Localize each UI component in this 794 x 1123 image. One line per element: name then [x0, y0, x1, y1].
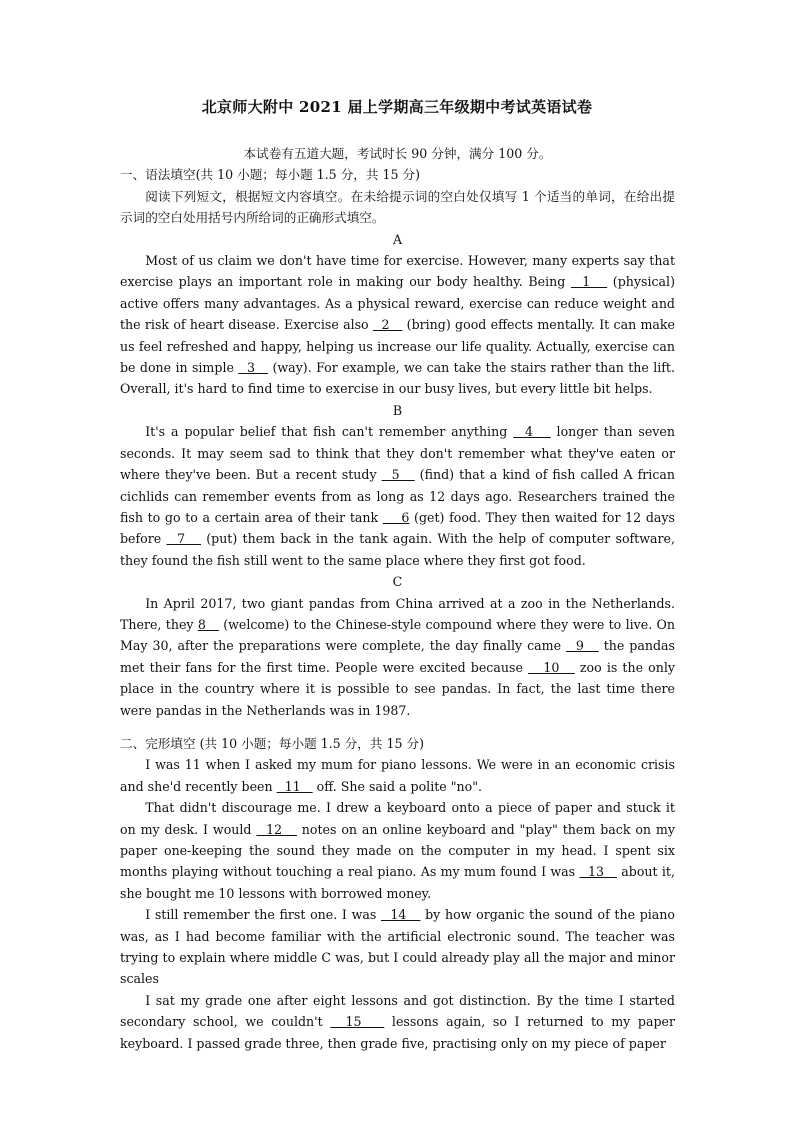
answer-blank[interactable]: 12 [256, 821, 297, 837]
answer-blank[interactable]: 10 [528, 659, 575, 675]
section1-instruction: 阅读下列短文，根据短文内容填空。在未给提示词的空白处仅填写 1 个适当的单词，在给出提示词的空白处用括号内所给词的正确形式填空。 [120, 188, 675, 226]
answer-blank[interactable]: 7 [166, 531, 201, 547]
section-gap [120, 721, 675, 733]
passage-text-run: (put) them back in the tank again. With the help of computer software, they found the fish still went to the same place where they first got food. [120, 531, 676, 568]
passage-text-run: It's a popular belief that fish can't remember anything [145, 424, 514, 440]
passage-text-run: (welcome) to the Chinese-style compound where they were to live. On May 30, after the preparations were complete, the day finally came [120, 616, 675, 654]
passage-text-run: zoo is the only place in the country where it is possible to see pandas. In fact, the last time there were pandas in the Netherlands was in 1987. [120, 659, 676, 718]
passage-b-label: B [392, 402, 403, 418]
passage-text-run: (get) food. They then waited for 12 days before [120, 509, 675, 547]
section2-heading: 二、完形填空 (共 10 小题；每小题 1.5 分，共 15 分) [120, 735, 425, 751]
passage-text-run: off. She said a polite "no". [312, 778, 483, 794]
answer-blank[interactable]: 8 [197, 616, 219, 632]
exam-content [120, 143, 675, 1054]
cloze-paragraph-2 [120, 797, 675, 904]
passage-text-run: (bring) good effects mentally. It can make us feel refreshed and happy, helping us increase our life quality. Actually, exercise can be done in simple [120, 317, 676, 376]
passage-text-run: longer than seven seconds. It may seem sad to think that they don't remember what they've eaten or where they've been. But a recent study [120, 424, 675, 483]
answer-blank[interactable]: 9 [565, 638, 599, 654]
passage-text-run: the pandas met their fans for the first time. People were excited because [120, 638, 675, 675]
cloze-paragraph-1 [120, 754, 675, 797]
answer-blank[interactable]: 3 [238, 360, 269, 376]
exam-intro: 本试卷有五道大题，考试时长 90 分钟，满分 100 分。 [243, 146, 552, 161]
passage-text-run: In April 2017, two giant pandas from China arrived at a zoo in the Netherlands. There, they [120, 595, 675, 632]
passage-text-run: (find) that a kind of fish called A frican cichlids can remember events from as long as 12 days ago. Researchers trained the fish to go to a certain area of their tank [120, 467, 676, 525]
passage-b-text [120, 421, 675, 571]
answer-blank[interactable]: 13 [579, 864, 617, 880]
answer-blank[interactable]: 2 [372, 317, 403, 333]
passage-text-run: I sat my grade one after eight lessons and got distinction. By the time I started secondary school, we couldn't [120, 992, 675, 1030]
passage-text-run: Most of us claim we don't have time for exercise. However, many experts say that exercise plays an important role in making our body healthy. Being [120, 253, 675, 290]
answer-blank[interactable]: 6 [382, 509, 410, 525]
cloze-paragraph-4 [120, 990, 675, 1054]
cloze-paragraph-3 [120, 904, 675, 990]
passage-text-run: That didn't discourage me. I drew a keyboard onto a piece of paper and stuck it on my desk. I would [120, 800, 675, 837]
passage-c-text [120, 593, 675, 721]
passage-c-label: C [392, 574, 403, 590]
passage-text-run: (way). For example, we can take the stairs rather than the lift. Overall, it's hard to find time to exercise in our busy lives, but every little bit helps. [120, 360, 675, 397]
exam-title: 北京师大附中 2021 届上学期高三年级期中考试英语试卷 [201, 98, 593, 116]
section1-heading: 一、语法填空(共 10 小题；每小题 1.5 分，共 15 分) [120, 167, 421, 183]
passage-text-run: I still remember the first one. I was [145, 907, 381, 923]
answer-blank[interactable]: 1 [570, 274, 608, 290]
answer-blank[interactable]: 14 [381, 907, 421, 923]
passage-text-run: lessons again, so I returned to my paper keyboard. I passed grade three, then grade five, practising only on my piece of paper [120, 1014, 675, 1051]
passage-text-run: about it, she bought me 10 lessons with borrowed money. [120, 864, 675, 901]
passage-a-label: A [392, 231, 403, 247]
answer-blank[interactable]: 11 [276, 778, 313, 794]
passage-text-run: by how organic the sound of the piano was, as I had become familiar with the artificial electronic sound. The teacher was trying to explain where middle C was, but I could already play all the major and minor scales [120, 907, 675, 987]
answer-blank[interactable]: 15 [330, 1014, 385, 1030]
passage-text-run: notes on an online keyboard and "play" them back on my paper one-keeping the sound they made on the computer in my head. I spent six months playing without touching a real piano. As my mum found I was [120, 821, 675, 880]
passage-text-run: (physical) active offers many advantages. As a physical reward, exercise can reduce weight and the risk of heart disease. Exercise also [120, 274, 675, 333]
answer-blank[interactable]: 4 [513, 424, 551, 440]
answer-blank[interactable]: 5 [381, 467, 415, 483]
passage-a-text [120, 250, 675, 400]
passage-text-run: I was 11 when I asked my mum for piano lessons. We were in an economic crisis and she'd recently been [120, 757, 675, 794]
